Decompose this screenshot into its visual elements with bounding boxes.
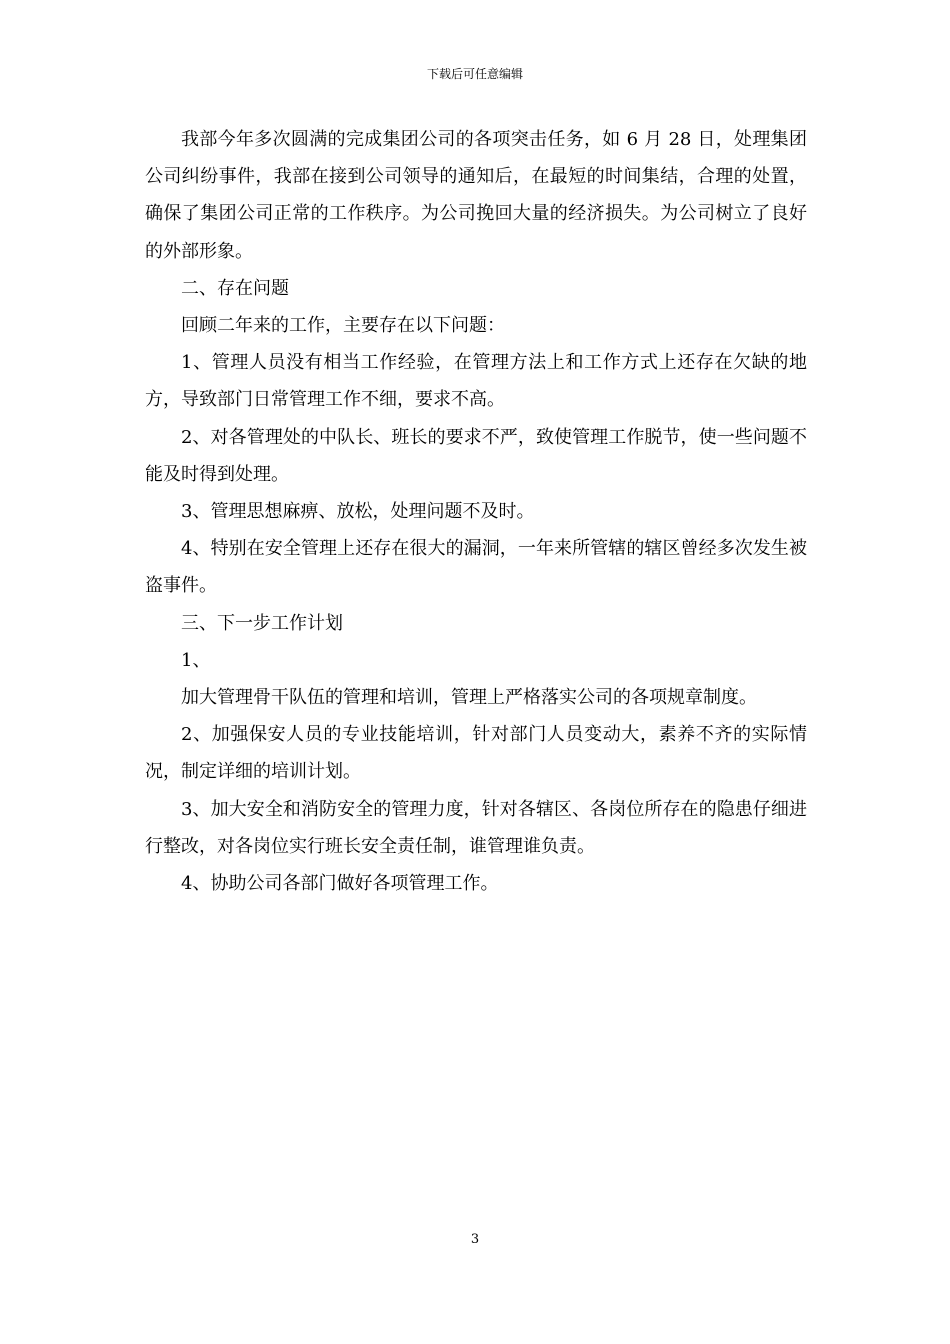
section-heading-problems: 二、存在问题 (181, 277, 289, 299)
paragraph-achievement: 我部今年多次圆满的完成集团公司的各项突击任务，如 6 月 28 日，处理集团公司纠纷事件，我部在接到公司领导的通知后，在最短的时间集结，合理的处置，确保了集团公司正常的工作秩序。为公司挽回大量的经济损失。为公司树立了良好的外部形象。 (145, 129, 807, 262)
plan-item-1-number: 1、 (181, 649, 211, 671)
problem-item-3: 3、管理思想麻痹、放松，处理问题不及时。 (181, 501, 535, 523)
section-heading-plan: 三、下一步工作计划 (181, 612, 343, 634)
problem-item-2: 2、对各管理处的中队长、班长的要求不严，致使管理工作脱节，使一些问题不能及时得到处理。 (145, 426, 807, 485)
paragraph-problems-intro: 回顾二年来的工作，主要存在以下问题： (181, 315, 505, 337)
plan-item-4: 4、协助公司各部门做好各项管理工作。 (181, 873, 499, 895)
page-number: 3 (470, 1232, 480, 1247)
problem-item-1: 1、管理人员没有相当工作经验，在管理方法上和工作方式上还存在欠缺的地方，导致部门日常管理工作不细，要求不高。 (145, 352, 807, 411)
plan-item-3: 3、加大安全和消防安全的管理力度，针对各辖区、各岗位所存在的隐患仔细进行整改，对各岗位实行班长安全责任制，谁管理谁负责。 (145, 798, 807, 857)
page-header-note: 下载后可任意编辑 (426, 67, 523, 81)
plan-item-1-text: 加大管理骨干队伍的管理和培训，管理上严格落实公司的各项规章制度。 (181, 687, 757, 709)
problem-item-4: 4、特别在安全管理上还存在很大的漏洞，一年来所管辖的辖区曾经多次发生被盗事件。 (145, 538, 807, 597)
plan-item-2: 2、加强保安人员的专业技能培训，针对部门人员变动大，素养不齐的实际情况，制定详细的培训计划。 (145, 724, 807, 783)
document-body (145, 121, 807, 902)
